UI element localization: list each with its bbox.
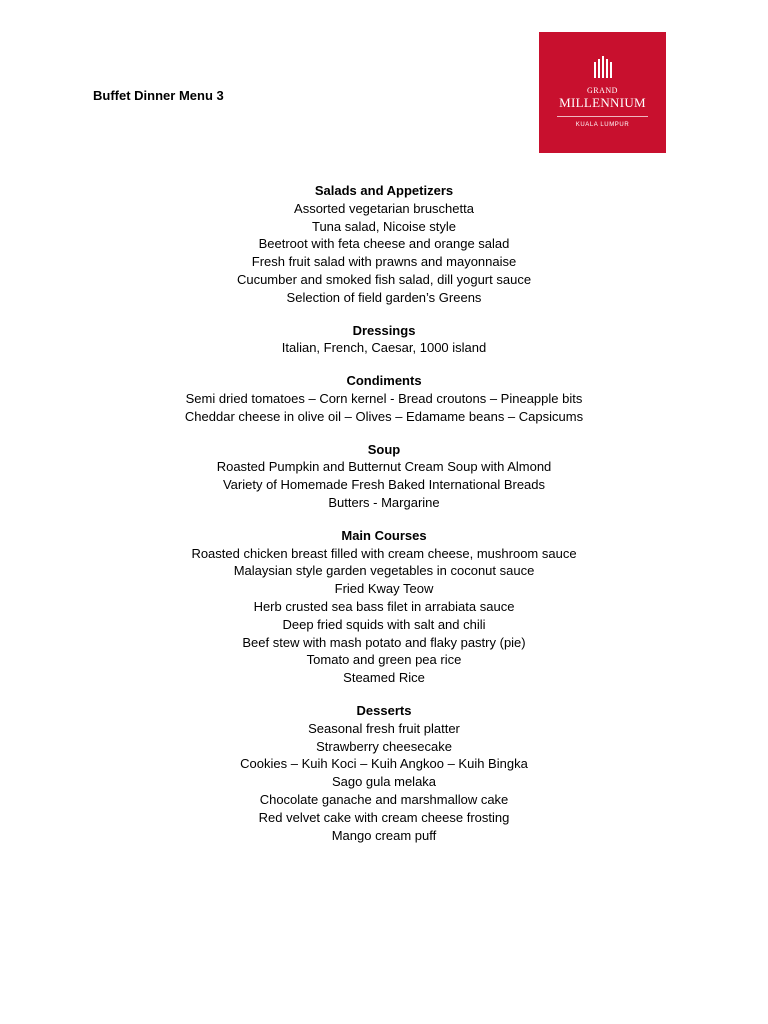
menu-item: Roasted chicken breast filled with cream cheese, mushroom sauce	[191, 545, 577, 561]
section-heading: Salads and Appetizers	[314, 183, 454, 198]
menu-item: Seasonal fresh fruit platter	[308, 720, 460, 736]
menu-section	[100, 441, 668, 512]
menu-item: Tomato and green pea rice	[306, 652, 462, 668]
logo-text-grand: GRAND	[587, 86, 618, 95]
menu-section	[100, 372, 668, 425]
hotel-logo	[539, 32, 666, 153]
menu-item: Semi dried tomatoes – Corn kernel - Bread croutons – Pineapple bits	[185, 390, 583, 406]
menu-item: Butters - Margarine	[328, 494, 440, 510]
menu-section	[100, 702, 668, 844]
section-heading: Condiments	[346, 373, 422, 389]
menu-item: Herb crusted sea bass filet in arrabiata sauce	[253, 598, 515, 614]
menu-item: Deep fried squids with salt and chili	[282, 616, 486, 632]
section-heading: Dressings	[352, 322, 416, 338]
menu-item: Roasted Pumpkin and Butternut Cream Soup with Almond	[216, 459, 552, 475]
logo-text-location: KUALA LUMPUR	[575, 122, 630, 128]
menu-item: Fried Kway Teow	[334, 581, 434, 597]
menu-body	[100, 182, 668, 859]
document-title: Buffet Dinner Menu 3	[93, 88, 224, 103]
menu-item: Variety of Homemade Fresh Baked International Breads	[222, 477, 546, 493]
menu-item: Tuna salad, Nicoise style	[311, 218, 457, 234]
logo-divider	[557, 116, 648, 117]
menu-item: Mango cream puff	[331, 827, 437, 843]
menu-item: Beetroot with feta cheese and orange salad	[258, 236, 510, 252]
menu-item: Red velvet cake with cream cheese frosting	[258, 809, 510, 825]
menu-item: Sago gula melaka	[331, 774, 437, 790]
menu-item: Cookies – Kuih Koci – Kuih Angkoo – Kuih Bingka	[240, 756, 528, 772]
menu-section	[100, 322, 668, 358]
menu-section	[100, 527, 668, 687]
menu-item: Assorted vegetarian bruschetta	[294, 200, 474, 216]
section-heading: Soup	[367, 441, 401, 457]
menu-item: Malaysian style garden vegetables in coconut sauce	[233, 563, 535, 579]
menu-item: Italian, French, Caesar, 1000 island	[281, 340, 487, 356]
menu-item: Cucumber and smoked fish salad, dill yogurt sauce	[236, 271, 532, 287]
menu-item: Fresh fruit salad with prawns and mayonnaise	[251, 254, 517, 270]
menu-item: Steamed Rice	[343, 670, 425, 686]
logo-text-millennium: MILLENNIUM	[559, 95, 646, 110]
section-heading: Desserts	[356, 702, 412, 718]
menu-item: Chocolate ganache and marshmallow cake	[259, 791, 509, 807]
menu-item: Cheddar cheese in olive oil – Olives – Edamame beans – Capsicums	[184, 408, 584, 424]
section-heading: Main Courses	[341, 527, 427, 543]
menu-section	[100, 182, 668, 307]
menu-item: Selection of field garden’s Greens	[286, 289, 482, 305]
menu-item: Strawberry cheesecake	[316, 738, 452, 754]
building-bars-icon	[539, 56, 666, 78]
menu-item: Beef stew with mash potato and flaky pastry (pie)	[242, 634, 526, 650]
